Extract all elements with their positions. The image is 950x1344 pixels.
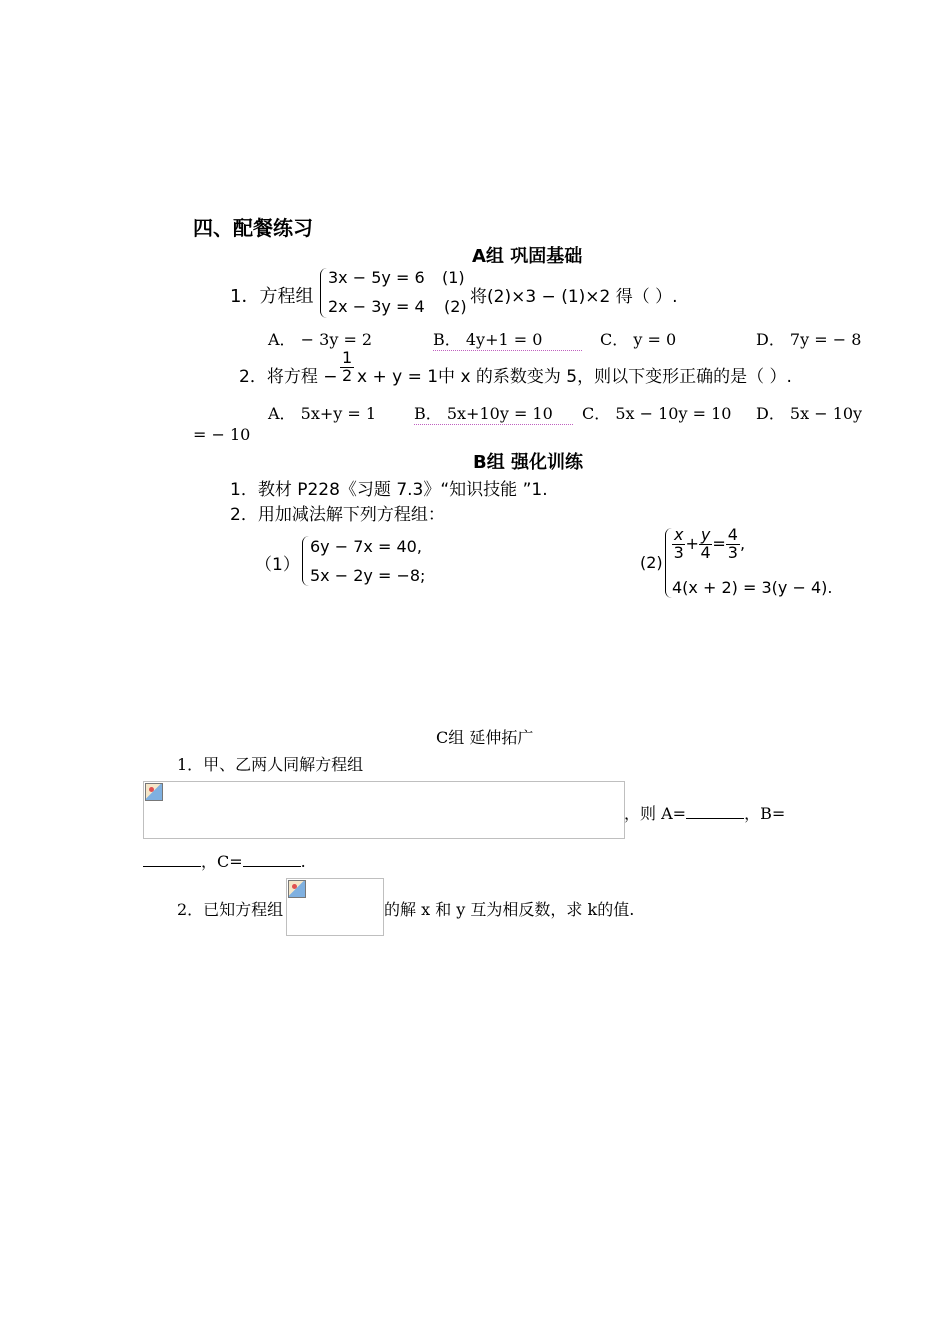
c-q1-tail-a: ，则 A= xyxy=(624,804,687,823)
a-q2-lead: 2．将方程 − xyxy=(239,367,338,387)
a-q2-option-c: C． 5x − 10y = 10 xyxy=(582,404,732,423)
b-sys2-frac1 xyxy=(672,527,685,562)
b-sys2-frac3-den: 3 xyxy=(727,542,738,562)
b-sys2-equals: = xyxy=(712,533,726,553)
b-sys2-brace xyxy=(665,528,672,598)
c-q1-tail-b: ，B= xyxy=(744,804,786,823)
broken-image-icon xyxy=(288,880,306,898)
b-sys1-brace xyxy=(302,536,309,586)
broken-image-icon xyxy=(145,783,163,801)
b-sys1-eq2: 5x − 2y = −8; xyxy=(310,566,426,585)
b-sys2-comma: , xyxy=(739,533,746,553)
a-q1-option-d: D． 7y = − 8 xyxy=(756,330,862,349)
a-q2-option-b: B． 5x+10y = 10 xyxy=(414,401,573,425)
c-q1-row xyxy=(624,801,785,824)
a-q1-option-c: C． y = 0 xyxy=(600,330,677,349)
section-title: 四、配餐练习 xyxy=(193,216,313,240)
a-q1-eq1-tag: (1) xyxy=(442,268,465,287)
group-b-title: B组 强化训练 xyxy=(473,452,583,473)
a-q1-tail: 将(2)×3 − (1)×2 得（ ）. xyxy=(470,287,678,307)
b-sys2-frac3 xyxy=(726,527,740,562)
c-q1-end: . xyxy=(300,852,306,871)
a-q2-mid: x + y = 1中 x 的系数变为 5，则以下变形正确的是（ ）. xyxy=(357,367,792,387)
b-sys2-eq1 xyxy=(672,527,745,562)
a-q2-fraction xyxy=(340,350,354,385)
a-q1-option-a: A． − 3y = 2 xyxy=(268,330,373,349)
a-q2-frac-num: 1 xyxy=(342,348,353,367)
group-a-title: A组 巩固基础 xyxy=(472,246,583,267)
c-q2-tail: 的解 x 和 y 互为相反数，求 k的值. xyxy=(384,900,635,919)
c-q1-blank-c xyxy=(243,852,301,867)
a-q1-brace xyxy=(320,268,327,318)
c-q2-lead: 2．已知方程组 xyxy=(177,900,284,919)
c-q1-lead: 1．甲、乙两人同解方程组 xyxy=(177,755,364,774)
c-q1-blank-b xyxy=(143,852,201,867)
a-q1-eq1: 3x − 5y = 6 xyxy=(328,268,425,287)
c-q1-equation-image xyxy=(143,781,625,839)
b-sys2-frac2 xyxy=(699,527,712,562)
b-q2: 2．用加减法解下列方程组： xyxy=(230,505,445,525)
b-sys2-frac3-num: 4 xyxy=(727,525,738,544)
a-q1-eq2-tag: (2) xyxy=(444,297,467,316)
a-q2-frac-den: 2 xyxy=(342,365,353,385)
group-c-title: C组 延伸拓广 xyxy=(436,728,534,747)
a-q1-eq2: 2x − 3y = 4 xyxy=(328,297,425,316)
a-q1-lead: 1．方程组 xyxy=(230,286,314,307)
b-sys2-frac2-num: y xyxy=(700,525,711,544)
b-sys1-eq1: 6y − 7x = 40, xyxy=(310,537,422,556)
b-sys2-frac1-den: 3 xyxy=(673,542,684,562)
b-q1: 1．教材 P228《习题 7.3》“知识技能 ”1. xyxy=(230,480,548,500)
a-q2-wrap: = − 10 xyxy=(193,425,251,444)
b-sys2-frac2-den: 4 xyxy=(700,542,711,562)
c-q1-row2 xyxy=(143,849,306,872)
b-sys2-frac1-num: x xyxy=(674,525,684,544)
b-sys2-eq2: 4(x + 2) = 3(y − 4). xyxy=(672,578,833,597)
c-q1-blank-a xyxy=(686,804,744,819)
b-sys1-label: （1） xyxy=(255,555,300,575)
a-q1-option-b: B． 4y+1 = 0 xyxy=(433,327,582,351)
c-q1-sep-c: ，C= xyxy=(201,852,243,871)
a-q2-option-a: A． 5x+y = 1 xyxy=(268,404,377,423)
b-sys2-label: (2) xyxy=(640,553,663,572)
c-q2-equation-image xyxy=(286,878,384,936)
a-q2-option-d: D． 5x − 10y xyxy=(756,404,863,423)
b-sys2-plus: + xyxy=(685,533,699,553)
